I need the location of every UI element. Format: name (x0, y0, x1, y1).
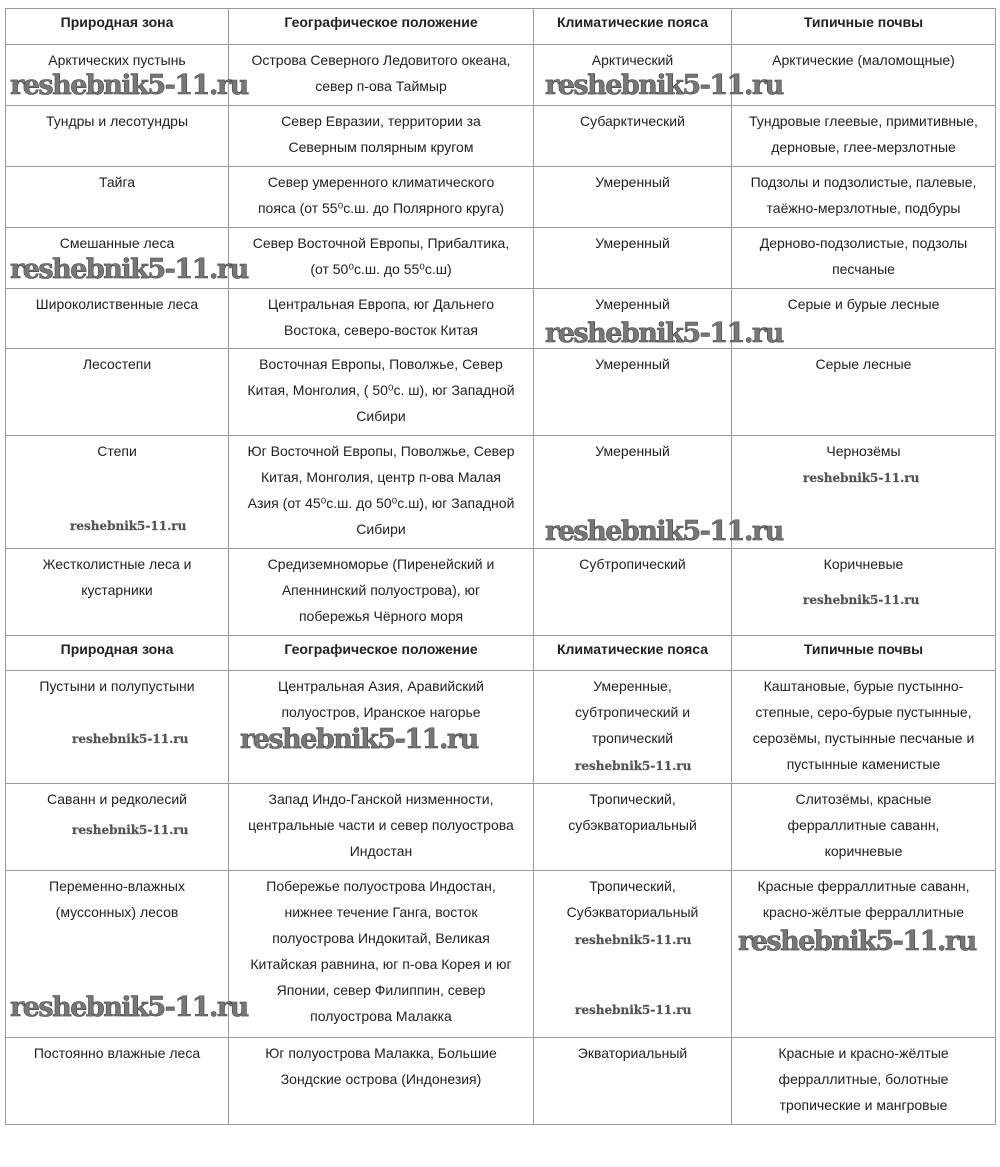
table-cell: Саванн и редколесий (6, 784, 229, 871)
table-cell: Лесостепи (6, 349, 229, 436)
watermark: reshebnik5-11.ru (10, 992, 248, 1023)
table-cell: Подзолы и подзолистые, палевые, таёжно-мерзлотные, подбуры (732, 167, 996, 228)
table-cell: Восточная Европы, Поволжье, Север Китая, Монголия, ( 50⁰с. ш), юг Западной Сибири (229, 349, 534, 436)
table-cell: Центральная Европа, юг Дальнего Востока, северо-восток Китая (229, 289, 534, 349)
watermark: reshebnik5-11.ru (545, 516, 783, 547)
table-cell: Жестколистные леса и кустарники (6, 549, 229, 636)
column-header: Природная зона (6, 9, 229, 45)
table-row (6, 228, 996, 289)
table-row (6, 289, 996, 349)
table-cell: Запад Индо-Ганской низменности, центральные части и север полуострова Индостан (229, 784, 534, 871)
table-cell: Север Евразии, территории за Северным полярным кругом (229, 106, 534, 167)
column-header: Климатические пояса (534, 636, 732, 671)
table-row (6, 1038, 996, 1125)
table-cell: Серые лесные (732, 349, 996, 436)
table-cell: Юг Восточной Европы, Поволжье, Север Китая, Монголия, центр п-ова Малая Азия (от 45⁰с.ш. до 50⁰с.ш), юг Западной Сибири (229, 436, 534, 549)
table-cell: Умеренный (534, 349, 732, 436)
table-header-row (6, 636, 996, 671)
table-cell: Арктический (534, 45, 732, 106)
column-header: Типичные почвы (732, 9, 996, 45)
table-cell: Тайга (6, 167, 229, 228)
column-header: Природная зона (6, 636, 229, 671)
table-cell: Арктических пустынь (6, 45, 229, 106)
watermark: reshebnik5-11.ru (575, 933, 692, 947)
table-cell: Умеренные, субтропический и тропический (534, 671, 732, 784)
table-cell: Умеренный (534, 228, 732, 289)
table-cell: Коричневые (732, 549, 996, 636)
column-header: Географическое положение (229, 636, 534, 671)
table-cell: Тропический, Субэкваториальный (534, 871, 732, 1038)
watermark: reshebnik5-11.ru (738, 926, 976, 957)
table-row (6, 45, 996, 106)
natural-zones-table (5, 8, 996, 1125)
table-cell: Серые и бурые лесные (732, 289, 996, 349)
table-cell: Красные ферраллитные саванн, красно-жёлтые ферраллитные (732, 871, 996, 1038)
watermark: reshebnik5-11.ru (72, 823, 189, 837)
table-cell: Пустыни и полупустыни (6, 671, 229, 784)
table-header-row (6, 9, 996, 45)
table-cell: Север умеренного климатического пояса (от 55⁰с.ш. до Полярного круга) (229, 167, 534, 228)
table-row (6, 784, 996, 871)
column-header: Географическое положение (229, 9, 534, 45)
watermark: reshebnik5-11.ru (10, 70, 248, 101)
table-cell: Умеренный (534, 436, 732, 549)
table-row (6, 871, 996, 1038)
watermark: reshebnik5-11.ru (575, 1003, 692, 1017)
table-cell: Умеренный (534, 167, 732, 228)
table-cell: Субарктический (534, 106, 732, 167)
watermark: reshebnik5-11.ru (72, 732, 189, 746)
table-cell: Юг полуострова Малакка, Большие Зондские острова (Индонезия) (229, 1038, 534, 1125)
table-cell: Широколиственные леса (6, 289, 229, 349)
column-header: Типичные почвы (732, 636, 996, 671)
table-row (6, 671, 996, 784)
table-cell: Дерново-подзолистые, подзолы песчаные (732, 228, 996, 289)
table-cell: Тропический, субэкваториальный (534, 784, 732, 871)
table-cell: Север Восточной Европы, Прибалтика, (от 50⁰с.ш. до 55⁰с.ш) (229, 228, 534, 289)
table-row (6, 167, 996, 228)
watermark: reshebnik5-11.ru (240, 724, 478, 755)
watermark: reshebnik5-11.ru (803, 593, 920, 607)
table-cell: Умеренный (534, 289, 732, 349)
table-cell: Переменно-влажных (муссонных) лесов (6, 871, 229, 1038)
watermark: reshebnik5-11.ru (70, 519, 187, 533)
table-cell: Тундры и лесотундры (6, 106, 229, 167)
table-cell: Чернозёмы (732, 436, 996, 549)
table-row (6, 349, 996, 436)
table-cell: Центральная Азия, Аравийский полуостров, Иранское нагорье (229, 671, 534, 784)
table-cell: Средиземноморье (Пиренейский и Апеннинский полуострова), юг побережья Чёрного моря (229, 549, 534, 636)
table-row (6, 549, 996, 636)
table-cell: Экваториальный (534, 1038, 732, 1125)
watermark: reshebnik5-11.ru (575, 759, 692, 773)
table-row (6, 436, 996, 549)
watermark: reshebnik5-11.ru (545, 318, 783, 349)
table-cell: Степи (6, 436, 229, 549)
table-cell: Смешанные леса (6, 228, 229, 289)
table-row (6, 106, 996, 167)
table-cell: Субтропический (534, 549, 732, 636)
watermark: reshebnik5-11.ru (10, 254, 248, 285)
watermark: reshebnik5-11.ru (545, 70, 783, 101)
table-cell: Постоянно влажные леса (6, 1038, 229, 1125)
watermark: reshebnik5-11.ru (803, 471, 920, 485)
table-cell: Тундровые глеевые, примитивные, дерновые, глее-мерзлотные (732, 106, 996, 167)
table-cell: Арктические (маломощные) (732, 45, 996, 106)
table-cell: Каштановые, бурые пустынно- степные, серо-бурые пустынные, серозёмы, пустынные песчаные и пустынные каменистые (732, 671, 996, 784)
table-cell: Слитозёмы, красные ферраллитные саванн, коричневые (732, 784, 996, 871)
column-header: Климатические пояса (534, 9, 732, 45)
table-cell: Красные и красно-жёлтые ферраллитные, болотные тропические и мангровые (732, 1038, 996, 1125)
table-cell: Острова Северного Ледовитого океана, север п-ова Таймыр (229, 45, 534, 106)
table-cell: Побережье полуострова Индостан, нижнее течение Ганга, восток полуострова Индокитай, Великая Китайская равнина, юг п-ова Корея и юг Японии, север Филиппин, север полуострова Малакка (229, 871, 534, 1038)
